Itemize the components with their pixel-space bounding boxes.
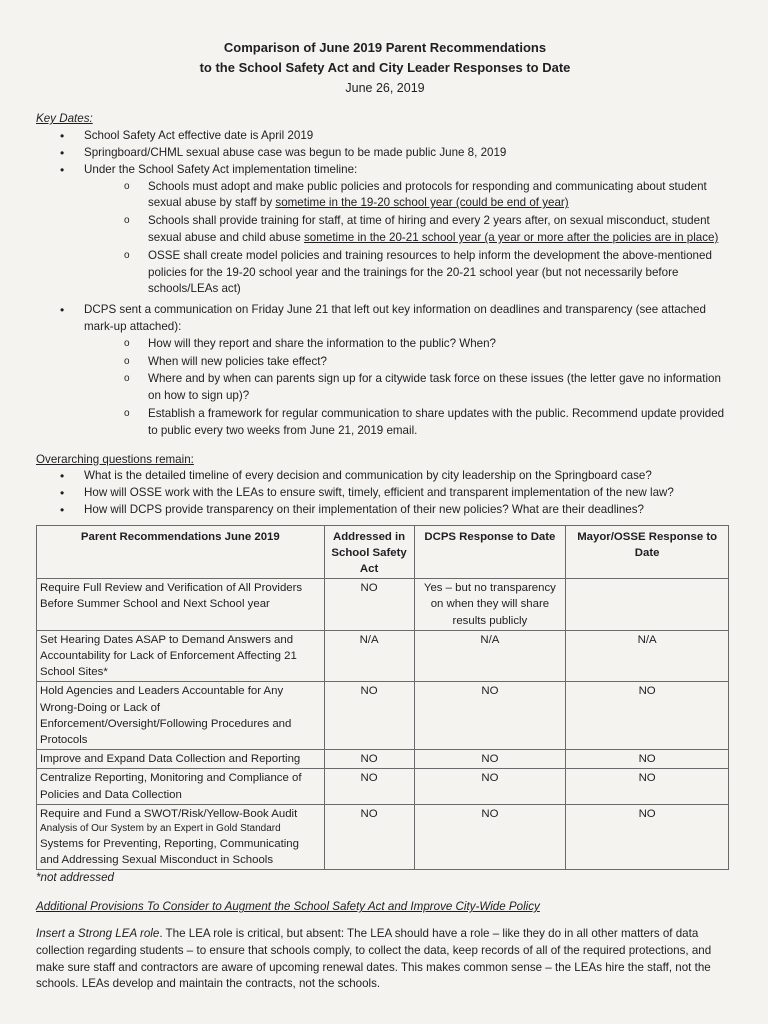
cell-mayor-osse — [566, 579, 729, 631]
cell-mayor-osse: NO — [566, 682, 729, 750]
dcps-sublist — [84, 336, 734, 440]
cell-safety-act: NO — [324, 769, 414, 804]
cell-recommendation — [37, 804, 325, 870]
cell-recommendation: Require Full Review and Verification of All Providers Before Summer School and Next School year — [37, 579, 325, 631]
sub-list-item: o How will they report and share the information to the public? When? — [124, 336, 734, 353]
recommendations-table — [36, 525, 729, 871]
sub-list-item: o Establish a framework for regular communication to share updates with the public. Recommend update provided to public every two weeks from June 21, 2019 email. — [124, 406, 734, 440]
key-dates-list — [36, 128, 734, 439]
recommendation-line: Analysis of Our System by an Expert in Gold Standard — [40, 822, 281, 834]
cell-safety-act: NO — [324, 750, 414, 769]
list-item: • How will DCPS provide transparency on their implementation of their new policies? What are their deadlines? — [56, 502, 734, 519]
lea-role-lead: Insert a Strong LEA role — [36, 927, 160, 941]
cell-mayor-osse: NO — [566, 769, 729, 804]
key-dates-heading: Key Dates: — [36, 112, 93, 126]
timeline-sublist — [84, 179, 734, 299]
table-row — [37, 682, 729, 750]
lea-role-paragraph — [36, 926, 734, 993]
table-row — [37, 579, 729, 631]
title-line-2: to the School Safety Act and City Leader Responses to Date — [199, 60, 571, 76]
cell-safety-act: NO — [324, 804, 414, 870]
header-recommendations: Parent Recommendations June 2019 — [37, 525, 325, 579]
list-item: • Springboard/CHML sexual abuse case was begun to be made public June 8, 2019 — [56, 145, 734, 162]
cell-dcps: NO — [414, 750, 566, 769]
list-item: • How will OSSE work with the LEAs to ensure swift, timely, efficient and transparent implementation of the new law? — [56, 485, 734, 502]
recommendation-line: Require and Fund a SWOT/Risk/Yellow-Book Audit — [40, 807, 298, 820]
sub-list-item — [124, 179, 734, 213]
sub-item-deadline: sometime in the 19-20 school year (could be end of year) — [275, 196, 569, 210]
table-row — [37, 804, 729, 870]
document-date: June 26, 2019 — [345, 81, 425, 96]
recommendation-line: Systems for Preventing, Reporting, Communicating and Addressing Sexual Misconduct in Schools — [40, 838, 299, 867]
overarching-heading: Overarching questions remain: — [36, 452, 194, 466]
sub-item-text: Schools must adopt and make public policies and protocols for responding and communicating about student sexual abuse by staff by — [148, 179, 707, 210]
cell-dcps: NO — [414, 804, 566, 870]
list-item: • School Safety Act effective date is April 2019 — [56, 128, 734, 145]
cell-recommendation: Set Hearing Dates ASAP to Demand Answers and Accountability for Lack of Enforcement Affecting 21 School Sites* — [37, 630, 325, 682]
list-item: • What is the detailed timeline of every decision and communication by city leadership on the Springboard case? — [56, 468, 734, 485]
sub-item-deadline: sometime in the 20-21 school year (a year or more after the policies are in place) — [303, 230, 719, 244]
sub-item-text: Schools shall provide training for staff, at time of hiring and every 2 years after, on sexual misconduct, student sexual abuse and child abuse — [148, 214, 710, 244]
sub-list-item — [124, 248, 734, 298]
overarching-list — [36, 468, 734, 518]
table-header-row — [37, 525, 729, 579]
header-safety-act: Addressed in School Safety Act — [324, 525, 414, 579]
list-item-text: DCPS sent a communication on Friday June 21 that left out key information on deadlines and transparency (see attached mark-up attached): — [84, 303, 706, 333]
cell-dcps: N/A — [414, 630, 566, 682]
cell-safety-act: NO — [324, 682, 414, 750]
list-item-text: Under the School Safety Act implementation timeline: — [84, 162, 358, 176]
cell-recommendation: Centralize Reporting, Monitoring and Compliance of Policies and Data Collection — [37, 769, 325, 804]
sub-item-text: OSSE shall create model policies and training resources to help inform the development the above-mentioned policies for the 19-20 school year and the trainings for the 20-21 school year (but not necessarily before schools/LEAs act) — [148, 248, 712, 296]
cell-mayor-osse: NO — [566, 804, 729, 870]
cell-mayor-osse: NO — [566, 750, 729, 769]
cell-mayor-osse: N/A — [566, 630, 729, 682]
cell-safety-act: N/A — [324, 630, 414, 682]
cell-dcps: Yes – but no transparency on when they will share results publicly — [414, 579, 566, 631]
additional-provisions-heading: Additional Provisions To Consider to Augment the School Safety Act and Improve City-Wide Policy — [36, 900, 540, 914]
header-mayor-osse: Mayor/OSSE Response to Date — [566, 525, 729, 579]
list-item — [56, 302, 734, 439]
cell-recommendation: Hold Agencies and Leaders Accountable for Any Wrong-Doing or Lack of Enforcement/Oversight/Following Procedures and Protocols — [37, 682, 325, 750]
header-dcps: DCPS Response to Date — [414, 525, 566, 579]
cell-dcps: NO — [414, 682, 566, 750]
table-row — [37, 750, 729, 769]
table-row — [37, 630, 729, 682]
table-footnote: *not addressed — [36, 871, 114, 885]
cell-safety-act: NO — [324, 579, 414, 631]
lea-role-text: . The LEA role is critical, but absent: The LEA should have a role – like they do in all other matters of data collection regarding students – to ensure that schools comply, to collect the data, keep records of all of the required protections, and make sure staff and contractors are aware of upcoming renewal dates. This makes common sense – the LEAs hire the staff, not the schools. LEAs develop and maintain the contracts, not the schools. — [36, 927, 712, 991]
sub-list-item: o When will new policies take effect? — [124, 354, 734, 371]
list-item — [56, 162, 734, 298]
title-line-1: Comparison of June 2019 Parent Recommendations — [223, 40, 547, 55]
table-row — [37, 769, 729, 804]
cell-dcps: NO — [414, 769, 566, 804]
cell-recommendation: Improve and Expand Data Collection and Reporting — [37, 750, 325, 769]
document-title — [36, 38, 734, 78]
sub-list-item — [124, 213, 734, 247]
sub-list-item: o Where and by when can parents sign up for a citywide task force on these issues (the letter gave no information on how to sign up)? — [124, 371, 734, 405]
